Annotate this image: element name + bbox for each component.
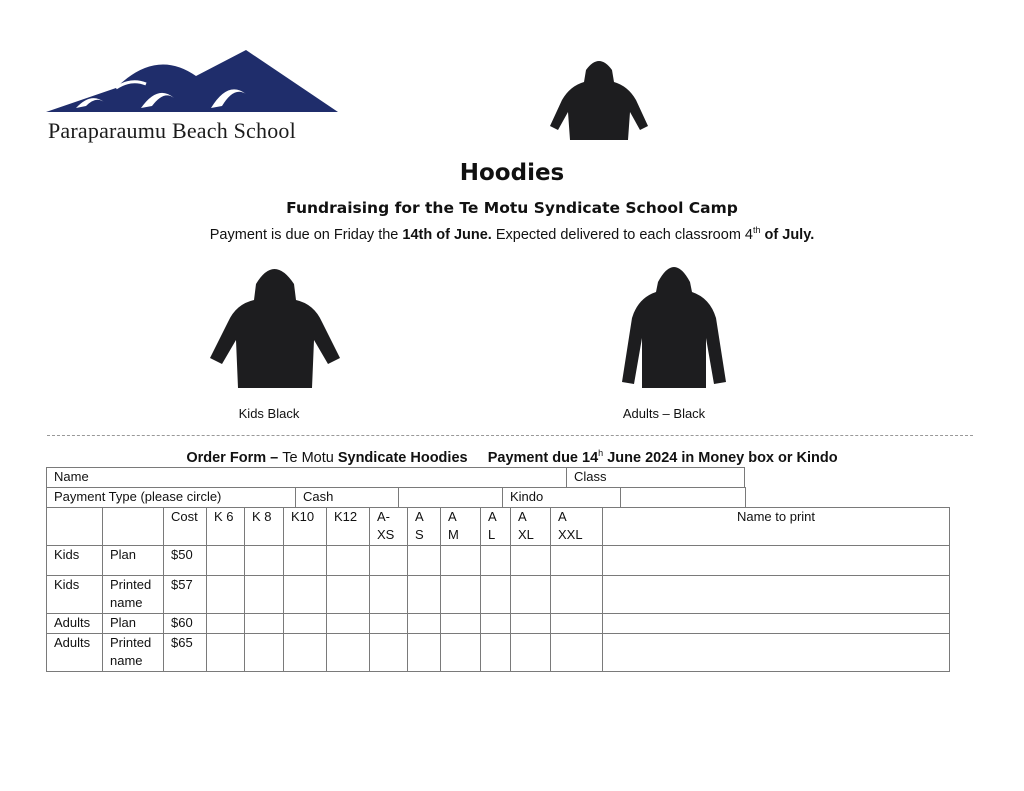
page-subtitle: Fundraising for the Te Motu Syndicate School Camp [286, 199, 738, 217]
school-name: Paraparaumu Beach School [48, 118, 296, 143]
col-name-header: Name to print [603, 508, 950, 546]
qty-cell[interactable] [207, 546, 245, 576]
qty-cell[interactable] [207, 614, 245, 634]
qty-cell[interactable] [441, 614, 481, 634]
hoodie-header-icon [548, 56, 650, 142]
row-option: Printed name [103, 634, 164, 672]
kids-hoodie-icon [210, 260, 340, 390]
table-row [47, 634, 950, 672]
qty-cell[interactable] [481, 546, 511, 576]
class-label[interactable]: Class [567, 468, 745, 488]
col-axxl-header: A XXL [551, 508, 603, 546]
row-cost: $65 [164, 634, 207, 672]
qty-cell[interactable] [511, 614, 551, 634]
col-cost-header: Cost [164, 508, 207, 546]
kids-caption: Kids Black [238, 406, 300, 421]
payment-type-label: Payment Type (please circle) [47, 488, 296, 508]
page-title: Hoodies [459, 160, 565, 186]
customer-details-table [46, 467, 745, 488]
qty-cell[interactable] [245, 634, 284, 672]
col-al-header: A L [481, 508, 511, 546]
qty-cell[interactable] [370, 634, 408, 672]
col-k6-header: K 6 [207, 508, 245, 546]
qty-cell[interactable] [408, 614, 441, 634]
order-header-row [47, 508, 950, 546]
qty-cell[interactable] [481, 614, 511, 634]
qty-cell[interactable] [327, 634, 370, 672]
table-row [47, 614, 950, 634]
adults-caption: Adults – Black [622, 406, 706, 421]
col-am-header: A M [441, 508, 481, 546]
qty-cell[interactable] [551, 634, 603, 672]
kindo-blank[interactable] [621, 488, 746, 508]
qty-cell[interactable] [284, 576, 327, 614]
qty-cell[interactable] [551, 576, 603, 614]
qty-cell[interactable] [408, 634, 441, 672]
table-row [47, 576, 950, 614]
col-k8-header: K 8 [245, 508, 284, 546]
school-logo [46, 48, 342, 148]
payment-type-table [46, 487, 746, 508]
row-option: Printed name [103, 576, 164, 614]
name-to-print-cell[interactable] [603, 614, 950, 634]
qty-cell[interactable] [551, 546, 603, 576]
row-cost: $57 [164, 576, 207, 614]
row-cost: $60 [164, 614, 207, 634]
qty-cell[interactable] [441, 634, 481, 672]
row-cost: $50 [164, 546, 207, 576]
col-option-header [103, 508, 164, 546]
name-to-print-cell[interactable] [603, 576, 950, 614]
col-as-header: A S [408, 508, 441, 546]
qty-cell[interactable] [408, 576, 441, 614]
qty-cell[interactable] [511, 546, 551, 576]
row-group: Kids [47, 576, 103, 614]
kindo-option[interactable]: Kindo [503, 488, 621, 508]
adult-hoodie-icon [622, 258, 726, 390]
row-group: Adults [47, 614, 103, 634]
qty-cell[interactable] [327, 614, 370, 634]
qty-cell[interactable] [441, 546, 481, 576]
row-option: Plan [103, 546, 164, 576]
order-table [46, 507, 950, 672]
qty-cell[interactable] [245, 614, 284, 634]
qty-cell[interactable] [370, 614, 408, 634]
col-axs-header: A- XS [370, 508, 408, 546]
row-group: Kids [47, 546, 103, 576]
qty-cell[interactable] [207, 576, 245, 614]
qty-cell[interactable] [245, 576, 284, 614]
qty-cell[interactable] [511, 576, 551, 614]
qty-cell[interactable] [245, 546, 284, 576]
qty-cell[interactable] [370, 546, 408, 576]
name-label: Name [47, 468, 567, 488]
cash-blank[interactable] [399, 488, 503, 508]
qty-cell[interactable] [370, 576, 408, 614]
qty-cell[interactable] [207, 634, 245, 672]
payment-line: Payment is due on Friday the 14th of June. Expected delivered to each classroom 4th of July. [209, 225, 815, 243]
qty-cell[interactable] [441, 576, 481, 614]
table-row [47, 546, 950, 576]
qty-cell[interactable] [511, 634, 551, 672]
col-k10-header: K10 [284, 508, 327, 546]
qty-cell[interactable] [284, 614, 327, 634]
wave-mountains-logo-icon [46, 48, 342, 116]
col-group-header [47, 508, 103, 546]
row-group: Adults [47, 634, 103, 672]
name-to-print-cell[interactable] [603, 546, 950, 576]
qty-cell[interactable] [551, 614, 603, 634]
qty-cell[interactable] [327, 546, 370, 576]
col-k12-header: K12 [327, 508, 370, 546]
qty-cell[interactable] [327, 576, 370, 614]
qty-cell[interactable] [481, 634, 511, 672]
cash-option[interactable]: Cash [296, 488, 399, 508]
row-option: Plan [103, 614, 164, 634]
qty-cell[interactable] [481, 576, 511, 614]
qty-cell[interactable] [284, 546, 327, 576]
qty-cell[interactable] [408, 546, 441, 576]
qty-cell[interactable] [284, 634, 327, 672]
cut-line [47, 435, 973, 436]
order-form-heading: Order Form – Te Motu Syndicate Hoodies Payment due 14$^h$ June 2024 in Money box or Kindo [186, 448, 838, 466]
name-to-print-cell[interactable] [603, 634, 950, 672]
col-axl-header: A XL [511, 508, 551, 546]
